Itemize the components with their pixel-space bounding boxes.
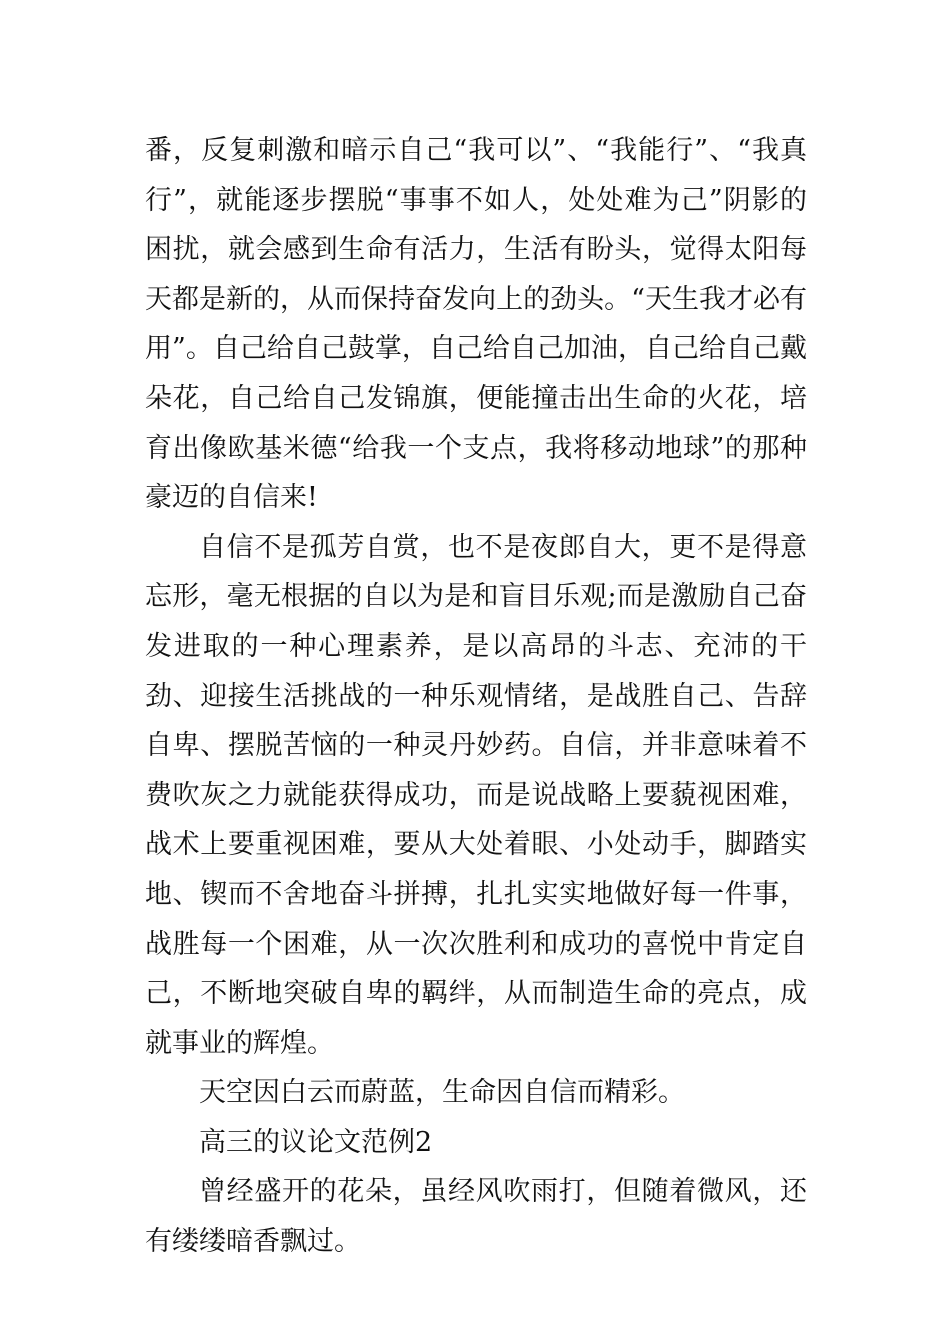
section-heading: 高三的议论文范例2: [199, 1126, 433, 1158]
paragraph-continuation: 番，反复刺激和暗示自己“我可以”、“我能行”、“我真行”，就能逐步摆脱“事事不如人，处处难为己”阴影的困扰，就会感到生命有活力，生活有盼头，觉得太阳每天都是新的，从而保持奋发向上的劲头。“天生我才必有用”。自己给自己鼓掌，自己给自己加油，自己给自己戴朵花，自己给自己发锦旗，便能撞击出生命的火花，培育出像欧基米德“给我一个支点，我将移动地球”的那种豪迈的自信来!: [145, 135, 807, 514]
paragraph-confidence-definition: 自信不是孤芳自赏，也不是夜郎自大，更不是得意忘形，毫无根据的自以为是和盲目乐观;而是激励自己奋发进取的一种心理素养，是以高昂的斗志、充沛的干劲、迎接生活挑战的一种乐观情绪，是战胜自己、告辞自卑、摆脱苦恼的一种灵丹妙药。自信，并非意味着不费吹灰之力就能获得成功，而是说战略上要藐视困难，战术上要重视困难，要从大处着眼、小处动手，脚踏实地、锲而不舍地奋斗拼搏，扎扎实实地做好每一件事，战胜每一个困难，从一次次胜利和成功的喜悦中肯定自己，不断地突破自卑的羁绊，从而制造生命的亮点，成就事业的辉煌。: [145, 531, 807, 1059]
paragraph-conclusion: 天空因白云而蔚蓝，生命因自信而精彩。: [199, 1077, 685, 1109]
paragraph-example-2-opening: 曾经盛开的花朵，虽经风吹雨打，但随着微风，还有缕缕暗香飘过。: [145, 1176, 807, 1258]
document-page: [145, 126, 807, 1267]
